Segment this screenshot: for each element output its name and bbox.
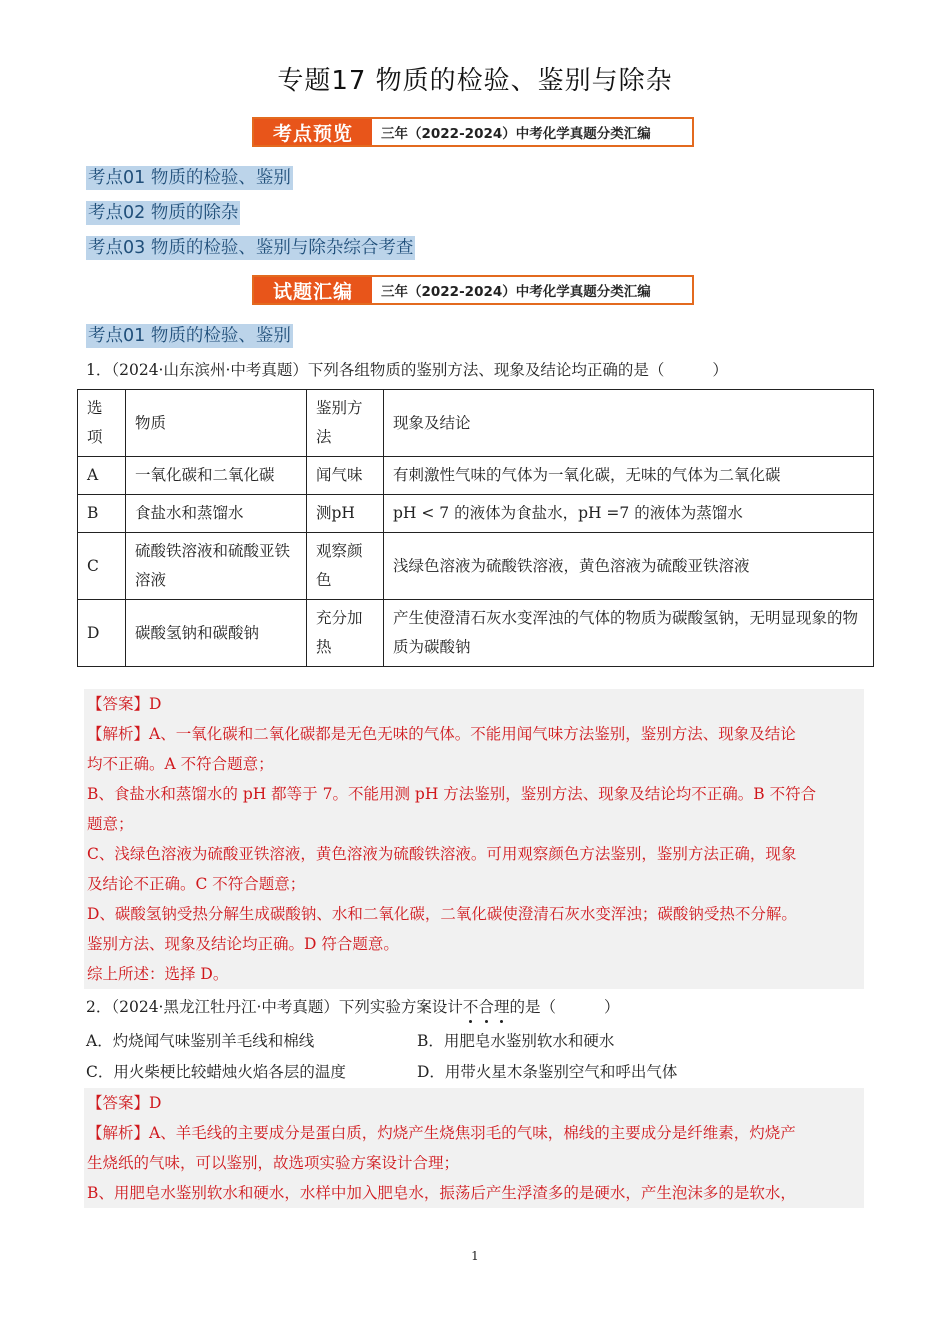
cell-substance: 一氧化碳和二氧化碳 [126, 457, 307, 495]
cell-method: 观察颜色 [307, 533, 384, 600]
question-1-answer-block [84, 689, 864, 989]
answer-label: 【答案】 [87, 695, 150, 713]
cell-method: 测pH [307, 495, 384, 533]
cell-result: 浅绿色溶液为硫酸铁溶液，黄色溶液为硫酸亚铁溶液 [384, 533, 874, 600]
page-number: 1 [471, 1249, 479, 1263]
question-2-stem [86, 997, 620, 1017]
toc-link-01[interactable]: 考点01 物质的检验、鉴别 [88, 168, 291, 188]
table-row [78, 600, 874, 667]
cell-option: C [78, 533, 126, 600]
analysis-line: D、碳酸氢钠受热分解生成碳酸钠、水和二氧化碳，二氧化碳使澄清石灰水变浑浊；碳酸钠受热不分解。 [87, 905, 797, 923]
analysis-label: 【解析】 [87, 725, 150, 743]
answer-line [84, 1088, 864, 1118]
banner-subtitle: 三年（2022-2024）中考化学真题分类汇编 [372, 119, 692, 145]
cell-option: B [78, 495, 126, 533]
analysis-line: B、用肥皂水鉴别软水和硬水，水样中加入肥皂水，振荡后产生浮渣多的是硬水，产生泡沫多的是软水， [87, 1184, 796, 1202]
header-substance: 物质 [126, 390, 307, 457]
cell-result: 有刺激性气味的气体为一氧化碳，无味的气体为二氧化碳 [384, 457, 874, 495]
answer-value: D [149, 695, 162, 713]
header-result: 现象及结论 [384, 390, 874, 457]
analysis-line: C、浅绿色溶液为硫酸亚铁溶液，黄色溶液为硫酸铁溶液。可用观察颜色方法鉴别，鉴别方法正确，现象 [87, 845, 797, 863]
page-title: 专题17 物质的检验、鉴别与除杂 [277, 66, 673, 96]
cell-substance: 食盐水和蒸馏水 [126, 495, 307, 533]
exercises-banner [252, 275, 694, 305]
cell-substance: 硫酸铁溶液和硫酸亚铁溶液 [126, 533, 307, 600]
answer-line [84, 689, 864, 719]
question-1-stem [86, 360, 728, 380]
question-text: 的是（ [509, 998, 556, 1016]
banner-tag: 试题汇编 [254, 277, 372, 303]
cell-method: 充分加热 [307, 600, 384, 667]
banner-tag: 考点预览 [254, 119, 372, 145]
analysis-line: 生烧纸的气味，可以鉴别，故选项实验方案设计合理； [87, 1154, 460, 1172]
analysis-line [84, 719, 864, 749]
toc-link-03[interactable]: 考点03 物质的检验、鉴别与除杂综合考查 [88, 238, 414, 258]
option-d: D．用带火星木条鉴别空气和呼出气体 [417, 1063, 678, 1081]
analysis-line [84, 1118, 864, 1148]
option-c: C．用火柴梗比较蜡烛火焰各层的温度 [86, 1063, 346, 1081]
header-option: 选项 [78, 390, 126, 457]
analysis-line: 题意； [87, 815, 134, 833]
cell-result: pH < 7 的液体为食盐水，pH =7 的液体为蒸馏水 [384, 495, 874, 533]
question-text: 2．（2024·黑龙江牡丹江·中考真题）下列实验方案设计 [86, 998, 463, 1016]
emphasis-char: 理 [493, 998, 510, 1016]
analysis-text: A、一氧化碳和二氧化碳都是无色无味的气体。不能用闻气味方法鉴别，鉴别方法、现象及结论 [149, 725, 796, 743]
preview-banner [252, 117, 694, 147]
options-table [77, 389, 874, 667]
table-row [78, 495, 874, 533]
emphasis-char: 不 [462, 998, 479, 1016]
emphasis-char: 合 [478, 998, 494, 1016]
table-row [78, 390, 874, 457]
cell-result: 产生使澄清石灰水变浑浊的气体的物质为碳酸氢钠，无明显现象的物质为碳酸钠 [384, 600, 874, 667]
toc-link-02[interactable]: 考点02 物质的除杂 [88, 203, 239, 223]
question-paren: ） [603, 998, 620, 1016]
cell-option: A [78, 457, 126, 495]
banner-subtitle: 三年（2022-2024）中考化学真题分类汇编 [372, 277, 692, 303]
option-a: A．灼烧闻气味鉴别羊毛线和棉线 [86, 1032, 315, 1050]
table-row [78, 457, 874, 495]
option-b: B．用肥皂水鉴别软水和硬水 [417, 1032, 615, 1050]
question-paren: ） [712, 361, 728, 379]
analysis-line: 鉴别方法、现象及结论均正确。D 符合题意。 [87, 935, 399, 953]
analysis-line: B、食盐水和蒸馏水的 pH 都等于 7。不能用测 pH 方法鉴别，鉴别方法、现象及结论均不正确。B 不符合 [87, 785, 817, 803]
answer-label: 【答案】 [87, 1094, 150, 1112]
header-method: 鉴别方法 [307, 390, 384, 457]
analysis-line: 及结论不正确。C 不符合题意； [87, 875, 306, 893]
analysis-label: 【解析】 [87, 1124, 150, 1142]
analysis-line: 均不正确。A 不符合题意； [87, 755, 274, 773]
question-text: 1．（2024·山东滨州·中考真题）下列各组物质的鉴别方法、现象及结论均正确的是（ [86, 361, 665, 379]
cell-option: D [78, 600, 126, 667]
cell-method: 闻气味 [307, 457, 384, 495]
table-row [78, 533, 874, 600]
cell-substance: 碳酸氢钠和碳酸钠 [126, 600, 307, 667]
analysis-text: A、羊毛线的主要成分是蛋白质，灼烧产生烧焦羽毛的气味，棉线的主要成分是纤维素，灼烧产 [149, 1124, 796, 1142]
section-heading: 考点01 物质的检验、鉴别 [88, 326, 291, 346]
question-2-answer-block [84, 1088, 864, 1208]
analysis-line: 综上所述：选择 D。 [87, 965, 229, 983]
answer-value: D [149, 1094, 162, 1112]
